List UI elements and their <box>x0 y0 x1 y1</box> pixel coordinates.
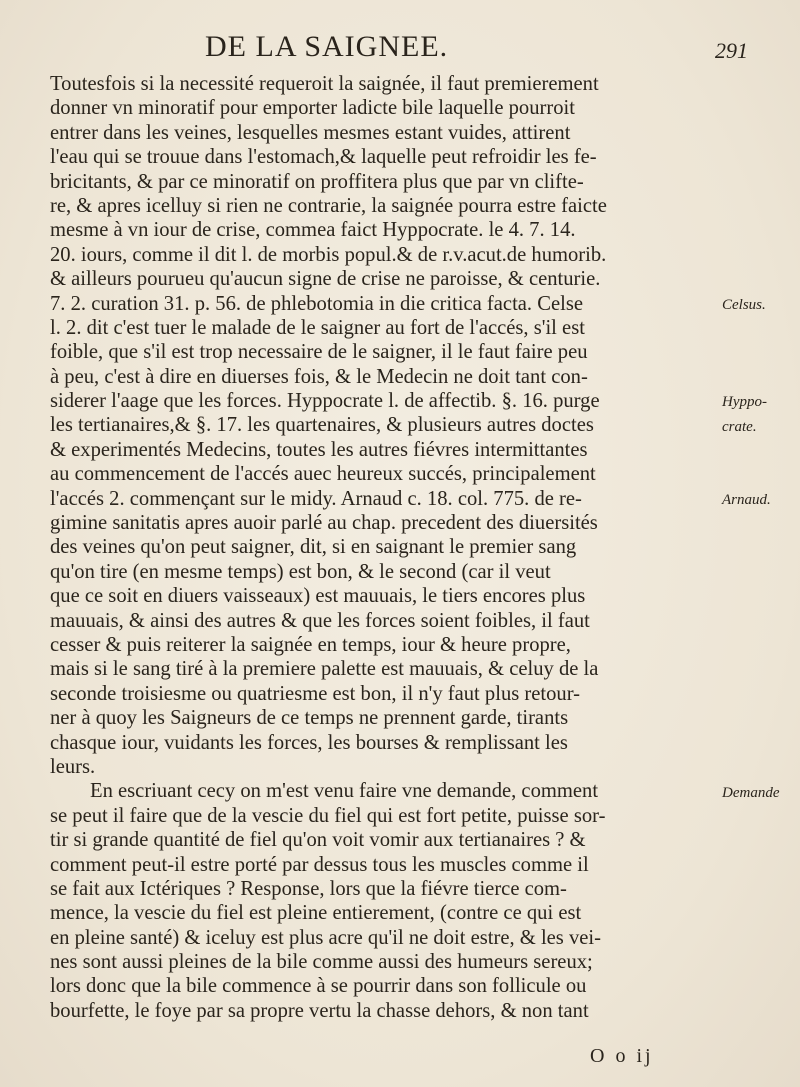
text-line: tir si grande quantité de fiel qu'on voit vomir aux tertianaires ? & <box>50 829 586 852</box>
text-line: à peu, c'est à dire en diuerses fois, & le Medecin ne doit tant con- <box>50 365 588 388</box>
margin-note: Hyppo- <box>722 394 767 411</box>
text-line: en pleine santé) & iceluy est plus acre qu'il ne doit estre, & les vei- <box>50 926 601 949</box>
text-line: 20. iours, comme il dit l. de morbis popul.& de r.v.acut.de humorib. <box>50 243 607 266</box>
margin-note: Celsus. <box>722 296 766 313</box>
text-line: donner vn minoratif pour emporter ladicte bile laquelle pourroit <box>50 97 575 120</box>
text-line: siderer l'aage que les forces. Hyppocrate l. de affectib. §. 16. purge <box>50 390 600 413</box>
text-line: foible, que s'il est trop necessaire de le saigner, il le faut faire peu <box>50 341 588 364</box>
margin-note: crate. <box>722 418 757 435</box>
text-line: leurs. <box>50 755 96 778</box>
text-line: ner à quoy les Saigneurs de ce temps ne prennent garde, tirants <box>50 707 569 730</box>
margin-note: Demande <box>722 784 780 801</box>
text-line: chasque iour, vuidants les forces, les bourses & remplissant les <box>50 731 568 754</box>
body-text <box>50 72 718 1023</box>
text-line: lors donc que la bile commence à se pourrir dans son follicule ou <box>50 975 587 998</box>
text-line: bricitants, & par ce minoratif on proffitera plus que par vn clifte- <box>50 170 584 193</box>
text-line: l'accés 2. commençant sur le midy. Arnaud c. 18. col. 775. de re- <box>50 487 582 510</box>
page-number: 291 <box>715 38 748 63</box>
text-line: se peut il faire que de la vescie du fiel qui est fort petite, puisse sor- <box>50 804 606 827</box>
text-line: En escriuant cecy on m'est venu faire vne demande, comment <box>90 780 599 803</box>
text-line: mauuais, & ainsi des autres & que les forces soient foibles, il faut <box>50 609 590 632</box>
text-line: 7. 2. curation 31. p. 56. de phlebotomia in die critica facta. Celse <box>50 292 583 315</box>
signature-mark: O o ij <box>590 1045 654 1067</box>
text-line: l. 2. dit c'est tuer le malade de le saigner au fort de l'accés, s'il est <box>50 316 585 339</box>
text-line: comment peut-il estre porté par dessus tous les muscles comme il <box>50 853 589 876</box>
text-line: mesme à vn iour de crise, commea faict Hyppocrate. le 4. 7. 14. <box>50 219 576 242</box>
text-line: se fait aux Ictériques ? Response, lors que la fiévre tierce com- <box>50 877 567 900</box>
running-title: DE LA SAIGNEE. <box>205 30 449 63</box>
text-line: qu'on tire (en mesme temps) est bon, & le second (car il veut <box>50 560 551 583</box>
text-line: gimine sanitatis apres auoir parlé au chap. precedent des diuersités <box>50 512 598 535</box>
text-line: nes sont aussi pleines de la bile comme aussi des humeurs sereux; <box>50 951 593 974</box>
text-line: que ce soit en diuers vaisseaux) est mauuais, le tiers encores plus <box>50 585 586 608</box>
text-line: Toutesfois si la necessité requeroit la saignée, il faut premierement <box>50 73 599 95</box>
text-line: & ailleurs pourueu qu'aucun signe de crise ne paroisse, & centurie. <box>50 268 601 291</box>
text-line: seconde troisiesme ou quatriesme est bon, il n'y faut plus retour- <box>50 682 581 705</box>
text-line: entrer dans les veines, lesquelles mesmes estant vuides, attirent <box>50 121 571 144</box>
text-line: l'eau qui se trouue dans l'estomach,& laquelle peut refroidir les fe- <box>50 146 597 169</box>
text-line: mais si le sang tiré à la premiere palette est mauuais, & celuy de la <box>50 658 599 681</box>
margin-note: Arnaud. <box>722 491 771 508</box>
text-line: les tertianaires,& §. 17. les quartenaires, & plusieurs autres doctes <box>50 414 594 437</box>
text-line: bourfette, le foye par sa propre vertu la chasse dehors, & non tant <box>50 999 589 1022</box>
text-line: re, & apres icelluy si rien ne contrarie, la saignée pourra estre faicte <box>50 194 607 217</box>
text-line: & experimentés Medecins, toutes les autres fiévres intermittantes <box>50 438 588 461</box>
text-line: au commencement de l'accés auec heureux succés, principalement <box>50 463 596 486</box>
text-line: cesser & puis reiterer la saignée en temps, iour & heure propre, <box>50 633 571 656</box>
text-line: des veines qu'on peut saigner, dit, si en saignant le premier sang <box>50 536 577 559</box>
text-line: mence, la vescie du fiel est pleine entierement, (contre ce qui est <box>50 902 582 925</box>
